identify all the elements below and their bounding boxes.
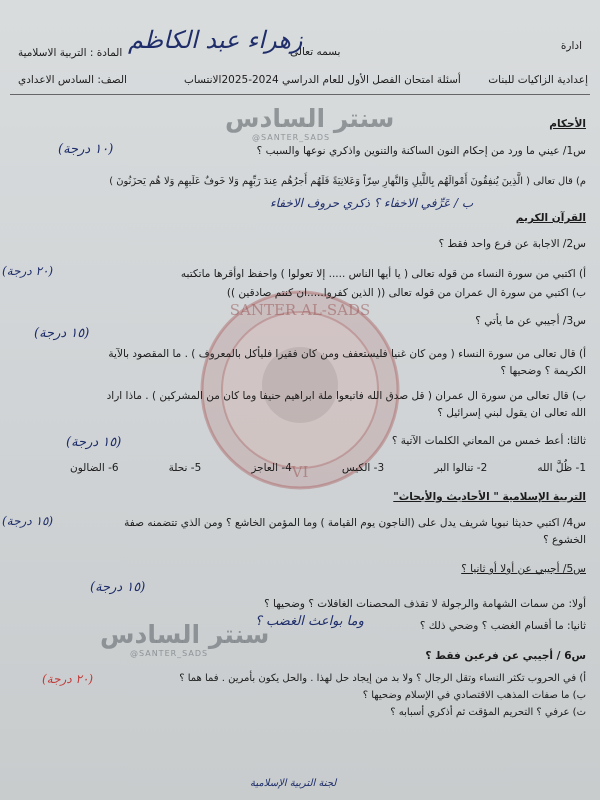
- word-item: 2- تنالوا البر: [434, 462, 488, 474]
- q2-option-a: أ) اكتبي من سورة النساء من قوله تعالى ( يا أيها الناس ..... إلا تعولوا ) واحفظ اوأقرها ماتكتبه: [180, 268, 586, 280]
- question-3: س3/ أجيبي عن ما يأتي ؟: [475, 315, 586, 327]
- question-4-line2: الخشوع ؟: [543, 534, 586, 546]
- q5-marks: (١٥ درجة): [90, 580, 146, 595]
- q5-first: أولا: من سمات الشهامة والرجولة لا تقذف المحصنات الغافلات ؟ وضحيها ؟: [264, 598, 586, 610]
- q2-option-b: ب) اكتبي من سورة ال عمران من قوله تعالى (( الذين كفروا.....ان كنتم صادقين )): [226, 287, 586, 299]
- q5-second: ثانيا: ما أقسام الغضب ؟ وضحي ذلك ؟: [419, 620, 586, 632]
- section-title-quran: القرآن الكريم: [515, 212, 586, 224]
- bismillah: بسمه تعالى: [290, 46, 341, 58]
- q1-handwritten-answer: ب / عَرِّفي الاخفاء ؟ ذكري حروف الاخفاء: [270, 196, 474, 210]
- grade-label: الصف: السادس الاعدادي: [18, 74, 127, 86]
- question-1: س1/ عيني ما ورد من إحكام النون الساكنة والتنوين واذكري نوعها والسبب ؟: [256, 145, 586, 157]
- q2-marks: (٢٠ درجة): [2, 264, 54, 278]
- question-third: ثالثا: أعط خمس من المعاني الكلمات الآتية ؟: [391, 435, 586, 447]
- word-item: 3- الكيس: [341, 462, 385, 474]
- watermark-handle-bottom: @SANTER_SADS: [130, 649, 209, 658]
- q6-option-c: ت) عرفي ؟ التحريم المؤقت ثم أذكري أسبابه ؟: [390, 707, 586, 718]
- word-item: 6- الضالون: [70, 462, 119, 474]
- subject-label: المادة : التربية الاسلامية: [18, 47, 123, 59]
- q1-verse: م) قال تعالى ( الَّذِينَ يُنفِقُونَ أَمْوالَهُم بِاللَّيلِ وَالنَّهارِ سِرّاً وَعَلانِيَةً فَلَهُم أَجرُهُم عِندَ رَبِّهِم وَلا خَوفٌ عَلَيهِم وَلا هُم يَحزَنُونَ ): [109, 176, 586, 187]
- word-item: 4- العاجز: [251, 462, 292, 474]
- q6-marks: (٢٠ درجة): [42, 672, 94, 686]
- q5-second-handwritten: وما بواعث الغضب ؟: [255, 614, 364, 629]
- word-item: 5- نحلة: [168, 462, 202, 474]
- q6-option-a: أ) في الحروب تكثر النساء وتقل الرجال ؟ ولا بد من إيجاد حل لهذا . والحل يكون بأمرين . فما هما ؟: [179, 673, 586, 684]
- q3-part-b-line2: الله تعالى ان يقول لبني إسرائيل ؟: [437, 407, 586, 419]
- word-item: 1- ظُلَّ الله: [537, 462, 586, 474]
- exam-title: أسئلة امتحان الفصل الأول للعام الدراسي 2024-2025الانتساب: [184, 74, 461, 86]
- q3-marks: (١٥ درجة): [34, 326, 90, 341]
- q3-part-b-line1: ب) قال تعالى من سورة ال عمران ( قل صدق الله فاتبعوا ملة ابراهيم حنيفا وما كان من المشركين ) . ماذا اراد: [106, 390, 586, 402]
- question-2: س2/ الاجابة عن فرع واحد فقط ؟: [438, 238, 586, 250]
- vocabulary-words: [70, 462, 586, 474]
- seal-text: SANTER AL-SADS: [229, 301, 371, 319]
- q3-part-a-line2: الكريمة ؟ وضحيها ؟: [500, 365, 586, 377]
- admin-label: ادارة: [560, 40, 582, 52]
- q-third-marks: (١٥ درجة): [66, 435, 122, 450]
- q1-marks: (١٠ درجة): [58, 142, 114, 157]
- teacher-name-handwritten: زهراء عبد الكاظم: [128, 26, 303, 54]
- q6-option-b: ب) ما صفات المذهب الاقتصادي في الإسلام وضحيها ؟: [362, 690, 586, 701]
- committee-signature: لجنة التربية الإسلامية: [250, 778, 337, 789]
- question-6: س6 / أجيبي عن فرعين فقط ؟: [425, 650, 586, 662]
- q3-part-a-line1: أ) قال تعالى من سورة النساء ( ومن كان غنيا فليستعفف ومن كان فقيرا فليأكل بالمعروف ) . ما المقصود بالآية: [108, 348, 586, 360]
- school-name: إعدادية الزاكيات للبنات: [488, 74, 588, 86]
- question-4-line1: س4/ اكتبي حديثا نبويا شريف يدل على (الناجون يوم القيامة ) وما المؤمن الخاشع ؟ ومن الذي تتضمنه صفة: [124, 517, 586, 529]
- watermark-handle-top: @SANTER_SADS: [252, 133, 331, 142]
- section-title-tarbiya: التربية الإسلامية " الأحاديث والأبحاث": [393, 491, 586, 503]
- header-divider: [10, 94, 590, 95]
- watermark-brand-bottom: سنتر السادس: [100, 620, 270, 649]
- watermark-brand-top: سنتر السادس: [225, 104, 395, 133]
- seal-number: VI: [291, 463, 309, 481]
- section-title-ahkam: الأحكام: [549, 118, 586, 130]
- question-5: س5/ أجيبي عن أولا أو ثانيا ؟: [461, 563, 586, 575]
- q4-marks: (١٥ درجة): [2, 514, 54, 528]
